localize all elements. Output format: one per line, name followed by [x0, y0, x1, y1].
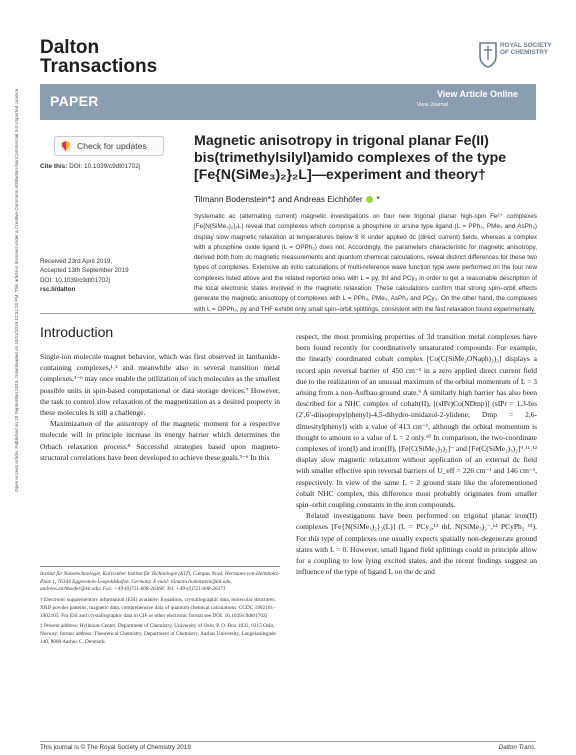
article-title-line1: Magnetic anisotropy in trigonal planar Fe(II)	[194, 133, 489, 149]
accepted-date: Accepted 13th September 2019	[40, 267, 129, 275]
esi-footnote: † Electronic supplementary information (ESI) available: Equations, crystallographic data, molecular structures, XRD powder patterns, magnetic data, comprehensive data of quantum chemical calculations. CCDC 1902101–1902105. For ESI and crystallographic data in CIF or other electronic format see DOI: 10.1039/c9dt01702j	[40, 597, 276, 619]
license-text: Open Access Article. Published on 20 September 2019. Downloaded on 10/11/2019 12:31:20 PM. This article is licensed under a Creative Commons Attribution-NonCommercial 3.0 Unported Licence.	[14, 87, 19, 492]
body-paragraph: respect, the most promising properties of 3d transition metal complexes have been found recently for coordinatively unsaturated compounds. For example, the linearly coordinated cobalt complex [Co(C(SiMe₂ONaph)₃)₂] displays a record spin reversal barrier of 450 cm⁻¹ in a zero applied direct current field due to the realization of an unusual maximum of the orbital momentum of L = 3 arising from a non-Aufbau ground state.⁹ A similarly high barrier has also been described for a NHC complex of cobalt(II), [(sIPr)Co(NDmp)] (sIPr = 1,3-bis (2′,6′-diisopropylphenyl)-4,5-dihydro-imidazol-2-ylidene; Dmp = 2,6-dimesitylphenyl) with a value of 413 cm⁻¹, although the orbital momentum is thought to amount to a value of L = 2 only.¹⁰ In comparison, the two-coordinate complexes of iron(I) and iron(II), [Fe(C(SiMe₃)₃)₂]⁻ and [Fe(C(SiMe₃)₃)₂]⁹˒¹¹˒¹² display slow magnetic relaxation without application of an external dc field with smaller effective spin reversal barriers of U_eff = 226 cm⁻¹ and 146 cm⁻¹, respectively. In view of the same L = 2 ground state like the aforementioned cobalt NHC complex, this difference most probably originates from smaller spin–orbit coupling constants in the iron compounds.	[296, 332, 537, 510]
present-address-footnote: ‡ Present address: Hylleraas Center, Department of Chemistry, University of Oslo, P. O. Box 1033, 0315 Oslo, Norway; former address: Theoretical Chemistry, Department of Chemistry, Aarhus University, Langelandsgade 140, 8000 Aarhus C, Denmark.	[40, 623, 276, 645]
rsc-logo[interactable]	[478, 40, 552, 70]
rsc-logo-line2: OF CHEMISTRY	[500, 49, 549, 57]
article-title	[194, 133, 534, 184]
history-doi[interactable]: DOI: 10.1039/c9dt01702j	[40, 276, 111, 284]
orcid-icon[interactable]	[366, 196, 373, 203]
article-title-line2: bis(trimethylsilyl)amido complexes of the type	[194, 150, 507, 166]
body-paragraph: Single-ion molecule magnet behavior, which was first observed in lanthanide-containing complexes,¹˒² and meanwhile also in several transition metal complexes,³⁻⁶ may once enable the utilization of such molecules as the smallest possible units in spin-based computational or data storage devices.⁷ However, the task to control slow relaxation of the magnetization as a desired property in these molecules is still a challenge.	[40, 352, 280, 418]
body-column-right	[296, 331, 537, 577]
view-article-online-link[interactable]: View Article Online	[436, 89, 518, 99]
section-divider	[40, 313, 536, 314]
journal-footer: Dalton Trans.	[498, 744, 536, 751]
introduction-heading: Introduction	[40, 324, 114, 340]
body-column-left	[40, 351, 280, 463]
cite-line	[40, 163, 140, 170]
article-history	[40, 257, 129, 295]
cite-doi[interactable]: DOI: 10.1039/c9dt01702j	[69, 163, 141, 170]
journal-title-line2: Transactions	[40, 56, 158, 77]
paper-banner	[40, 84, 536, 120]
footnotes	[40, 571, 280, 649]
body-paragraph: Maximization of the anisotropy of the magnetic moment for a respective molecule will in principle increase its energy barrier which determines the Orbach relaxation process.⁸ Successful strategies based upon magneto-structural correlations have been developed to achieve these goals.³⁻⁶ In this	[40, 419, 280, 462]
author-names[interactable]: Tilmann Bodenstein*‡ and Andreas Eichhöfer	[194, 194, 363, 204]
journal-short-link[interactable]: rsc.li/dalton	[40, 286, 76, 294]
affiliation-footnote: Institut für Nanotechnologie, Karlsruher Institut für Technologie (KIT), Campus Nord, Hermann-von-Helmholtz-Platz 1, 76344 Eggenstein-Leopoldshafen, Germany. E-mail: tilmann.bodenstein@kit.edu, andreas.eichhoefer@kit.edu; Fax: +49-(0)721-608-26368; Tel: +49-(0)721-608-26371	[40, 571, 280, 593]
body-paragraph: Related investigations have been performed on trigonal planar iron(II) complexes [Fe{N(SiMe₃)₂}₂(L)] (L = PCy₃,¹³ thf, N(SiMe₃)₂⁻,¹⁴ PCyPh₂ ¹⁵). For this type of complexes one usually expects spatially non-degenerate ground states with L = 0. However, small ligand field splittings could in principle allow for a coupling to low lying excited states, and the recent findings suggest an influence of the type of ligand L on the dc and	[296, 511, 537, 577]
footer-divider	[40, 741, 536, 742]
article-title-line3: [Fe{N(SiMe₃)₂}₂L]—experiment and theory†	[194, 167, 486, 183]
view-journal-link[interactable]: View Journal	[416, 102, 448, 108]
author-list	[194, 194, 380, 204]
journal-title-line1: Dalton	[40, 37, 100, 58]
footnote-divider	[40, 566, 280, 567]
received-date: Received 23rd April 2019,	[40, 258, 113, 265]
journal-title	[40, 38, 157, 76]
rsc-logo-text	[500, 42, 552, 57]
rsc-logo-line1: ROYAL SOCIETY	[500, 42, 552, 49]
check-for-updates-label: Check for updates	[77, 141, 147, 151]
rsc-crest-icon	[478, 40, 498, 68]
copyright-footer: This journal is © The Royal Society of Chemistry 2019	[40, 744, 191, 751]
author-suffix: *	[376, 194, 380, 204]
abstract: Systematic ac (alternating current) magnetic investigations on four new trigonal planar high-spin Fe²⁺ complexes [Fe{N(SiMe₃)₂}₂L] reveal that complexes which comprise a phosphine or arsine type ligand (L = PPh₃, PMe₃ and AsPh₃) display slow magnetic relaxation at temperatures below 8 K under applied dc (direct current) fields, whereas a complex with a phosphine oxide ligand (L = OPPh₃) does not. Accordingly, the parameters characteristic for magnetic anisotropy, derived both from dc magnetic measurements and quantum chemical calculations, reveal distinct differences for these two types of complexes. Extensive ab initio calculations of multi-reference wave function type were performed on the four new complexes listed above and the related reported ones with L = py, thf and PCy₃ in order to get a reasonable description of the local electronic states involved in the magnetic relaxation. These calculations confirm that strong spin–orbit effects generate the magnetic anisotropy of complexes with L = PPh₃, PMe₃, AsPh₃ and PCy₃. On the other hand, the complexes with L = OPPh₃, py and THF exhibit only small spin–orbit splittings, consistent with the fast relaxation found experimentally.	[194, 213, 537, 313]
article-type-label: PAPER	[50, 93, 99, 109]
license-side-notice	[14, 87, 26, 492]
crossmark-icon	[60, 140, 72, 152]
cite-label: Cite this:	[40, 163, 68, 170]
check-for-updates-button[interactable]	[54, 136, 164, 156]
